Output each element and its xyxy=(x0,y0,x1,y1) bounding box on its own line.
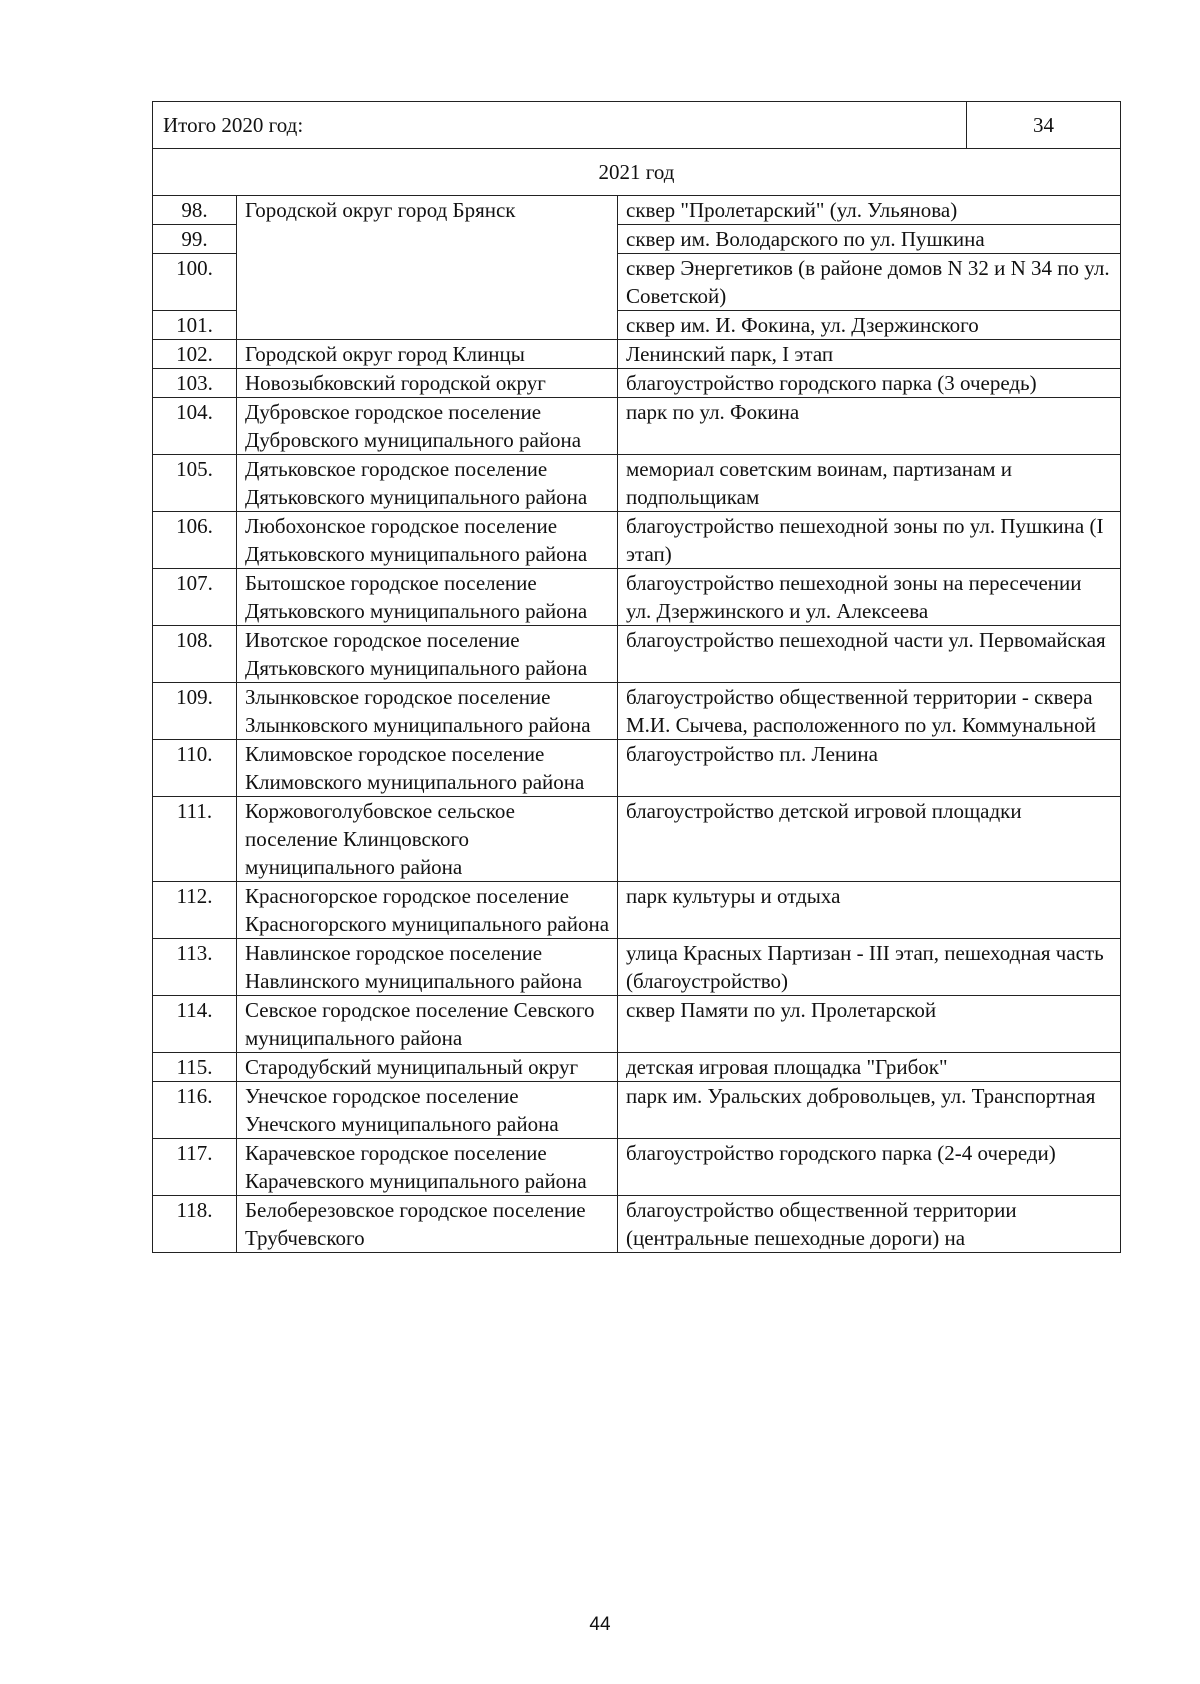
object-cell: сквер Памяти по ул. Пролетарской xyxy=(618,996,1121,1053)
object-cell: сквер им. Володарского по ул. Пушкина xyxy=(618,225,1121,254)
table-row xyxy=(153,340,1121,369)
object-cell: благоустройство пешеходной части ул. Первомайская xyxy=(618,626,1121,683)
object-cell: детская игровая площадка "Грибок" xyxy=(618,1053,1121,1082)
municipality-cell: Карачевское городское поселение Карачевского муниципального района xyxy=(237,1139,618,1196)
table-row xyxy=(153,455,1121,512)
row-number: 109. xyxy=(153,683,237,740)
year-header: 2021 год xyxy=(153,149,1121,196)
table-row xyxy=(153,939,1121,996)
object-cell: парк культуры и отдыха xyxy=(618,882,1121,939)
object-cell: благоустройство общественной территории (центральные пешеходные дороги) на xyxy=(618,1196,1121,1253)
municipality-cell: Коржовоголубовское сельское поселение Клинцовского муниципального района xyxy=(237,797,618,882)
object-cell: благоустройство детской игровой площадки xyxy=(618,797,1121,882)
row-number: 118. xyxy=(153,1196,237,1253)
row-number: 105. xyxy=(153,455,237,512)
municipality-cell: Севское городское поселение Севского муниципального района xyxy=(237,996,618,1053)
object-cell: благоустройство пешеходной зоны на пересечении ул. Дзержинского и ул. Алексеева xyxy=(618,569,1121,626)
object-cell: благоустройство пешеходной зоны по ул. Пушкина (I этап) xyxy=(618,512,1121,569)
municipality-cell: Дубровское городское поселение Дубровского муниципального района xyxy=(237,398,618,455)
object-cell: сквер "Пролетарский" (ул. Ульянова) xyxy=(618,196,1121,225)
table-row xyxy=(153,683,1121,740)
row-number: 117. xyxy=(153,1139,237,1196)
total-label: Итого 2020 год: xyxy=(153,102,967,149)
municipality-cell: Дятьковское городское поселение Дятьковского муниципального района xyxy=(237,455,618,512)
object-cell: парк по ул. Фокина xyxy=(618,398,1121,455)
row-number: 112. xyxy=(153,882,237,939)
table-row xyxy=(153,626,1121,683)
total-value: 34 xyxy=(967,102,1121,149)
table-row xyxy=(153,196,1121,225)
row-number: 102. xyxy=(153,340,237,369)
row-number: 106. xyxy=(153,512,237,569)
object-list-table xyxy=(152,101,1121,1253)
municipality-cell: Ивотское городское поселение Дятьковского муниципального района xyxy=(237,626,618,683)
table-row xyxy=(153,740,1121,797)
municipality-cell: Климовское городское поселение Климовского муниципального района xyxy=(237,740,618,797)
object-cell: благоустройство общественной территории - сквера М.И. Сычева, расположенного по ул. Коммунальной xyxy=(618,683,1121,740)
object-cell: сквер им. И. Фокина, ул. Дзержинского xyxy=(618,311,1121,340)
object-cell: благоустройство городского парка (3 очередь) xyxy=(618,369,1121,398)
row-number: 115. xyxy=(153,1053,237,1082)
object-cell: парк им. Уральских добровольцев, ул. Транспортная xyxy=(618,1082,1121,1139)
municipality-cell: Белоберезовское городское поселение Трубчевского xyxy=(237,1196,618,1253)
row-number: 116. xyxy=(153,1082,237,1139)
table-row xyxy=(153,1082,1121,1139)
municipality-cell: Городской округ город Клинцы xyxy=(237,340,618,369)
table-row xyxy=(153,512,1121,569)
row-number: 113. xyxy=(153,939,237,996)
municipality-cell: Городской округ город Брянск xyxy=(237,196,618,340)
table-row xyxy=(153,996,1121,1053)
object-cell: сквер Энергетиков (в районе домов N 32 и N 34 по ул. Советской) xyxy=(618,254,1121,311)
total-row xyxy=(153,102,1121,149)
municipality-cell: Навлинское городское поселение Навлинского муниципального района xyxy=(237,939,618,996)
table-row xyxy=(153,369,1121,398)
table-row xyxy=(153,1053,1121,1082)
municipality-cell: Новозыбковский городской округ xyxy=(237,369,618,398)
municipality-cell: Красногорское городское поселение Красногорского муниципального района xyxy=(237,882,618,939)
row-number: 99. xyxy=(153,225,237,254)
row-number: 114. xyxy=(153,996,237,1053)
table-row xyxy=(153,569,1121,626)
municipality-cell: Стародубский муниципальный округ xyxy=(237,1053,618,1082)
table-row xyxy=(153,797,1121,882)
municipality-cell: Бытошское городское поселение Дятьковского муниципального района xyxy=(237,569,618,626)
municipality-cell: Злынковское городское поселение Злынковского муниципального района xyxy=(237,683,618,740)
object-cell: мемориал советским воинам, партизанам и подпольщикам xyxy=(618,455,1121,512)
row-number: 104. xyxy=(153,398,237,455)
row-number: 103. xyxy=(153,369,237,398)
table-row xyxy=(153,1139,1121,1196)
table-row xyxy=(153,1196,1121,1253)
object-cell: Ленинский парк, I этап xyxy=(618,340,1121,369)
object-cell: благоустройство городского парка (2-4 очереди) xyxy=(618,1139,1121,1196)
row-number: 108. xyxy=(153,626,237,683)
municipality-cell: Унечское городское поселение Унечского муниципального района xyxy=(237,1082,618,1139)
year-header-row xyxy=(153,149,1121,196)
row-number: 98. xyxy=(153,196,237,225)
table-row xyxy=(153,882,1121,939)
row-number: 107. xyxy=(153,569,237,626)
object-cell: благоустройство пл. Ленина xyxy=(618,740,1121,797)
municipality-cell: Любохонское городское поселение Дятьковского муниципального района xyxy=(237,512,618,569)
row-number: 101. xyxy=(153,311,237,340)
table-row xyxy=(153,398,1121,455)
page-number: 44 xyxy=(589,1614,611,1635)
row-number: 110. xyxy=(153,740,237,797)
object-cell: улица Красных Партизан - III этап, пешеходная часть (благоустройство) xyxy=(618,939,1121,996)
row-number: 111. xyxy=(153,797,237,882)
row-number: 100. xyxy=(153,254,237,311)
